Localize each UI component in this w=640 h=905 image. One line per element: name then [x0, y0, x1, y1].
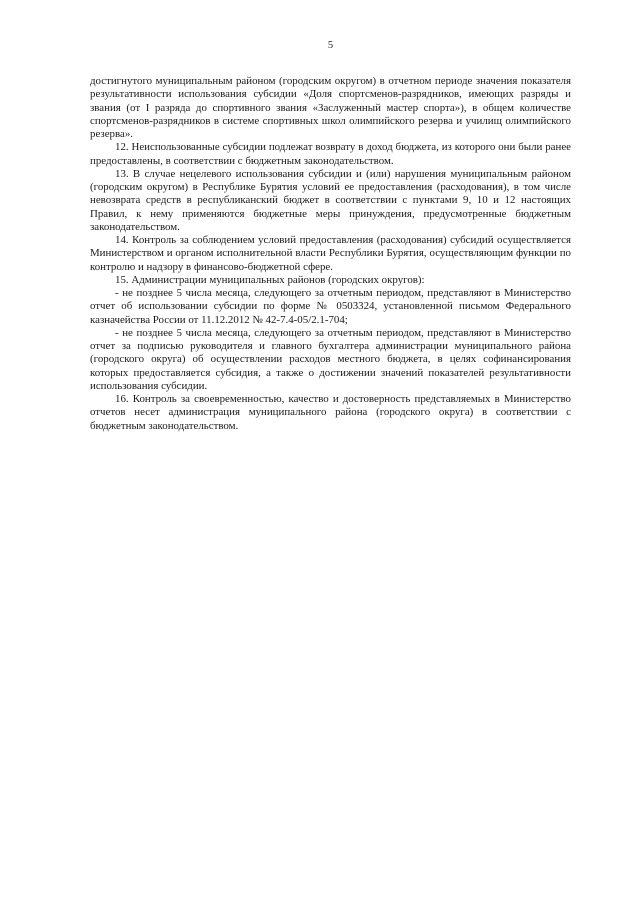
paragraph-13: 13. В случае нецелевого использования субсидии и (или) нарушения муниципальным районом (городским округом) в Республике Бурятия условий ее предоставления (расходования), в том числе невозврата средств в республиканский бюджет в соответствии с пунктами 9, 10 и 12 настоящих Правил, к нему применяются бюджетные меры принуждения, предусмотренные бюджетным законодательством.	[90, 167, 571, 233]
page-number: 5	[327, 40, 334, 51]
paragraph-15-item-2: - не позднее 5 числа месяца, следующего за отчетным периодом, представляют в Министерство отчет за подписью руководителя и главного бухгалтера администрации муниципального района (городского округа) об осуществлении расходов местного бюджета, в целях софинансирования которых предоставляется субсидия, а также о достижении значений показателей результативности использования субсидии.	[90, 326, 571, 392]
paragraph-15: 15. Администрации муниципальных районов (городских округов):	[115, 273, 425, 286]
paragraph-14: 14. Контроль за соблюдением условий предоставления (расходования) субсидий осуществляется Министерством и органом исполнительной власти Республики Бурятия, осуществляющим функции по контролю и надзору в финансово-бюджетной сфере.	[90, 234, 571, 273]
paragraph-16: 16. Контроль за своевременностью, качество и достоверность представляемых в Министерство отчетов несет администрация муниципального района (городского округа) в соответствии с бюджетным законодательством.	[90, 393, 571, 432]
paragraph-continuation: достигнутого муниципальным районом (городским округом) в отчетном периоде значения показателя результативности использования субсидии «Доля спортсменов-разрядников, имеющих разряды и звания (от I разряда до спортивного звания «Заслуженный мастер спорта»), в общем количестве спортсменов-разрядников в системе спортивных школ олимпийского резерва и училищ олимпийского резерва».	[90, 75, 571, 140]
paragraph-15-item-1: - не позднее 5 числа месяца, следующего за отчетным периодом, представляют в Министерство отчет об использовании субсидии по форме № 0503324, установленной письмом Федерального казначейства России от 11.12.2012 № 42-7.4-05/2.1-704;	[90, 287, 571, 326]
paragraph-12: 12. Неиспользованные субсидии подлежат возврату в доход бюджета, из которого они были ранее предоставлены, в соответствии с бюджетным законодательством.	[90, 141, 571, 167]
